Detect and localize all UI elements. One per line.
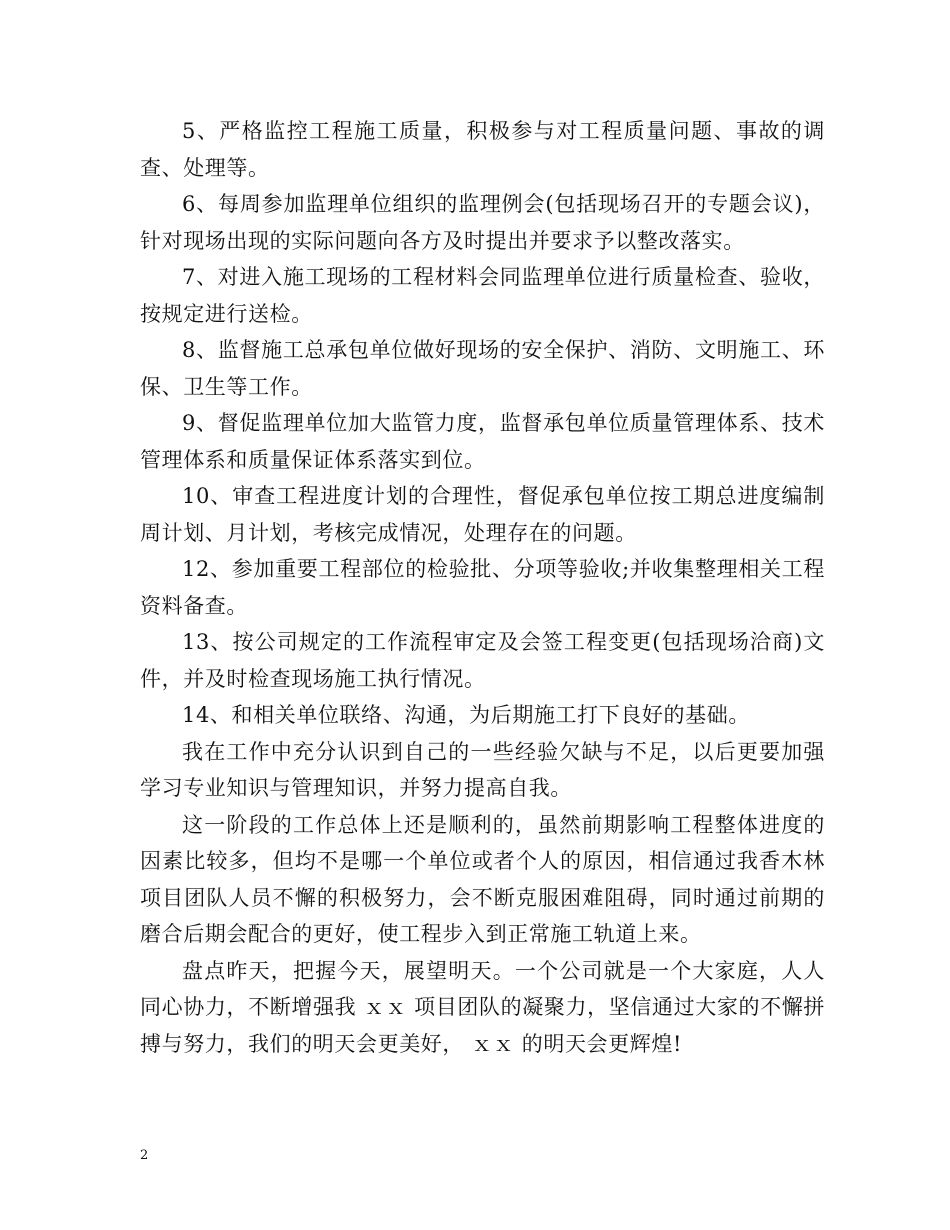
paragraph-item-14: 14、和相关单位联络、沟通，为后期施工打下良好的基础。 [182,703,750,727]
paragraph-item-10: 10、审查工程进度计划的合理性，督促承包单位按工期总进度编制周计划、月计划，考核完成情况，处理存在的问题。 [140,484,825,545]
paragraph-item-9: 9、督促监理单位加大监管力度，监督承包单位质量管理体系、技术管理体系和质量保证体系落实到位。 [140,411,825,472]
document-body [140,113,825,1062]
page-number: 2 [140,1148,149,1163]
paragraph-item-8: 8、监督施工总承包单位做好现场的安全保护、消防、文明施工、环保、卫生等工作。 [140,338,825,399]
paragraph-closing: 盘点昨天，把握今天，展望明天。一个公司就是一个大家庭，人人同心协力，不断增强我 ｘｘ 项目团队的凝聚力，坚信通过大家的不懈拼搏与努力，我们的明天会更美好， ｘｘ 的明天会更辉煌! [140,958,825,1056]
paragraph-item-5: 5、严格监控工程施工质量，积极参与对工程质量问题、事故的调查、处理等。 [140,119,825,180]
paragraph-stage-summary: 这一阶段的工作总体上还是顺利的，虽然前期影响工程整体进度的因素比较多，但均不是哪一个单位或者个人的原因，相信通过我香木林项目团队人员不懈的积极努力，会不断克服困难阻碍，同时通过前期的磨合后期会配合的更好，使工程步入到正常施工轨道上来。 [140,812,825,946]
paragraph-item-13: 13、按公司规定的工作流程审定及会签工程变更(包括现场洽商)文件，并及时检查现场施工执行情况。 [140,630,825,691]
paragraph-item-7: 7、对进入施工现场的工程材料会同监理单位进行质量检查、验收，按规定进行送检。 [140,265,825,326]
paragraph-self-reflection: 我在工作中充分认识到自己的一些经验欠缺与不足，以后更要加强学习专业知识与管理知识，并努力提高自我。 [140,739,825,800]
paragraph-item-6: 6、每周参加监理单位组织的监理例会(包括现场召开的专题会议)，针对现场出现的实际问题向各方及时提出并要求予以整改落实。 [140,192,825,253]
paragraph-item-12: 12、参加重要工程部位的检验批、分项等验收;并收集整理相关工程资料备查。 [140,557,825,618]
